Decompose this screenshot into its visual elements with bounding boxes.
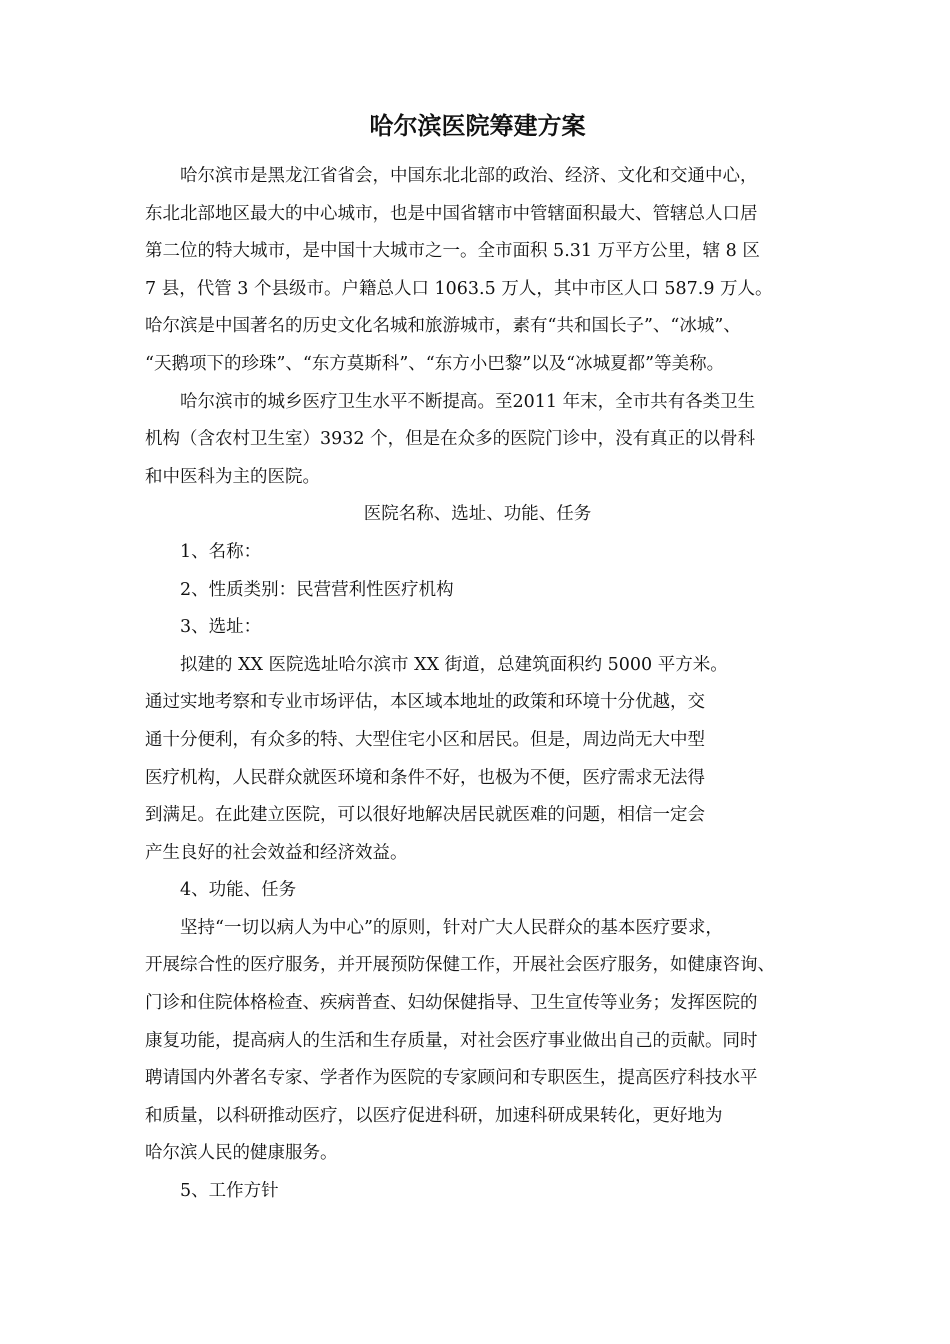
document-title: 哈尔滨医院筹建方案 bbox=[369, 112, 586, 140]
paragraph-line: 拟建的 XX 医院选址哈尔滨市 XX 街道，总建筑面积约 5000 平方米。 bbox=[180, 654, 728, 675]
paragraph-line: 通过实地考察和专业市场评估，本区域本地址的政策和环境十分优越，交 bbox=[145, 692, 705, 713]
paragraph-line: 医疗机构，人民群众就医环境和条件不好，也极为不便，医疗需求无法得 bbox=[145, 767, 705, 788]
item-policy: 5、工作方针 bbox=[180, 1181, 279, 1202]
paragraph-line: 哈尔滨人民的健康服务。 bbox=[145, 1143, 338, 1164]
section-heading: 医院名称、选址、功能、任务 bbox=[363, 504, 592, 525]
paragraph-line: 哈尔滨市的城乡医疗卫生水平不断提高。至2011 年末，全市共有各类卫生 bbox=[180, 391, 756, 412]
paragraph-line: “天鹅项下的珍珠”、“东方莫斯科”、“东方小巴黎”以及“冰城夏都”等美称。 bbox=[145, 353, 725, 374]
paragraph-line: 门诊和住院体格检查、疾病普查、妇幼保健指导、卫生宣传等业务；发挥医院的 bbox=[145, 993, 758, 1014]
paragraph-line: 哈尔滨是中国著名的历史文化名城和旅游城市，素有“共和国长子”、“冰城”、 bbox=[145, 316, 741, 337]
item-nature: 2、性质类别：民营营利性医疗机构 bbox=[180, 579, 454, 600]
health-paragraph bbox=[145, 384, 810, 497]
paragraph-line: 通十分便利，有众多的特、大型住宅小区和居民。但是，周边尚无大中型 bbox=[145, 729, 705, 750]
item-site: 3、选址： bbox=[180, 617, 262, 638]
item-name: 1、名称： bbox=[180, 541, 262, 562]
paragraph-line: 和中医科为主的医院。 bbox=[145, 466, 320, 487]
paragraph-line: 康复功能，提高病人的生活和生存质量，对社会医疗事业做出自己的贡献。同时 bbox=[145, 1030, 758, 1051]
paragraph-line: 和质量，以科研推动医疗，以医疗促进科研，加速科研成果转化，更好地为 bbox=[145, 1105, 723, 1126]
paragraph-line: 东北北部地区最大的中心城市，也是中国省辖市中管辖面积最大、管辖总人口居 bbox=[145, 203, 758, 224]
paragraph-line: 到满足。在此建立医院，可以很好地解决居民就医难的问题，相信一定会 bbox=[145, 805, 705, 826]
paragraph-line: 聘请国内外著名专家、学者作为医院的专家顾问和专职医生，提高医疗科技水平 bbox=[145, 1068, 758, 1089]
paragraph-line: 哈尔滨市是黑龙江省省会，中国东北北部的政治、经济、文化和交通中心， bbox=[180, 166, 758, 186]
document-body bbox=[145, 106, 810, 1211]
paragraph-line: 7 县，代管 3 个县级市。户籍总人口 1063.5 万人，其中市区人口 587.9 万人。 bbox=[145, 278, 773, 299]
paragraph-line: 坚持“一切以病人为中心”的原则，针对广大人民群众的基本医疗要求， bbox=[180, 917, 723, 938]
site-paragraph bbox=[145, 647, 810, 873]
item-function: 4、功能、任务 bbox=[180, 880, 297, 901]
intro-paragraph bbox=[145, 158, 810, 384]
paragraph-line: 开展综合性的医疗服务，并开展预防保健工作，开展社会医疗服务，如健康咨询、 bbox=[145, 955, 775, 976]
function-paragraph bbox=[145, 910, 810, 1173]
paragraph-line: 机构（含农村卫生室）3932 个，但是在众多的医院门诊中，没有真正的以骨科 bbox=[145, 429, 756, 450]
paragraph-line: 产生良好的社会效益和经济效益。 bbox=[145, 842, 408, 863]
paragraph-line: 第二位的特大城市，是中国十大城市之一。全市面积 5.31 万平方公里，辖 8 区 bbox=[145, 241, 760, 262]
